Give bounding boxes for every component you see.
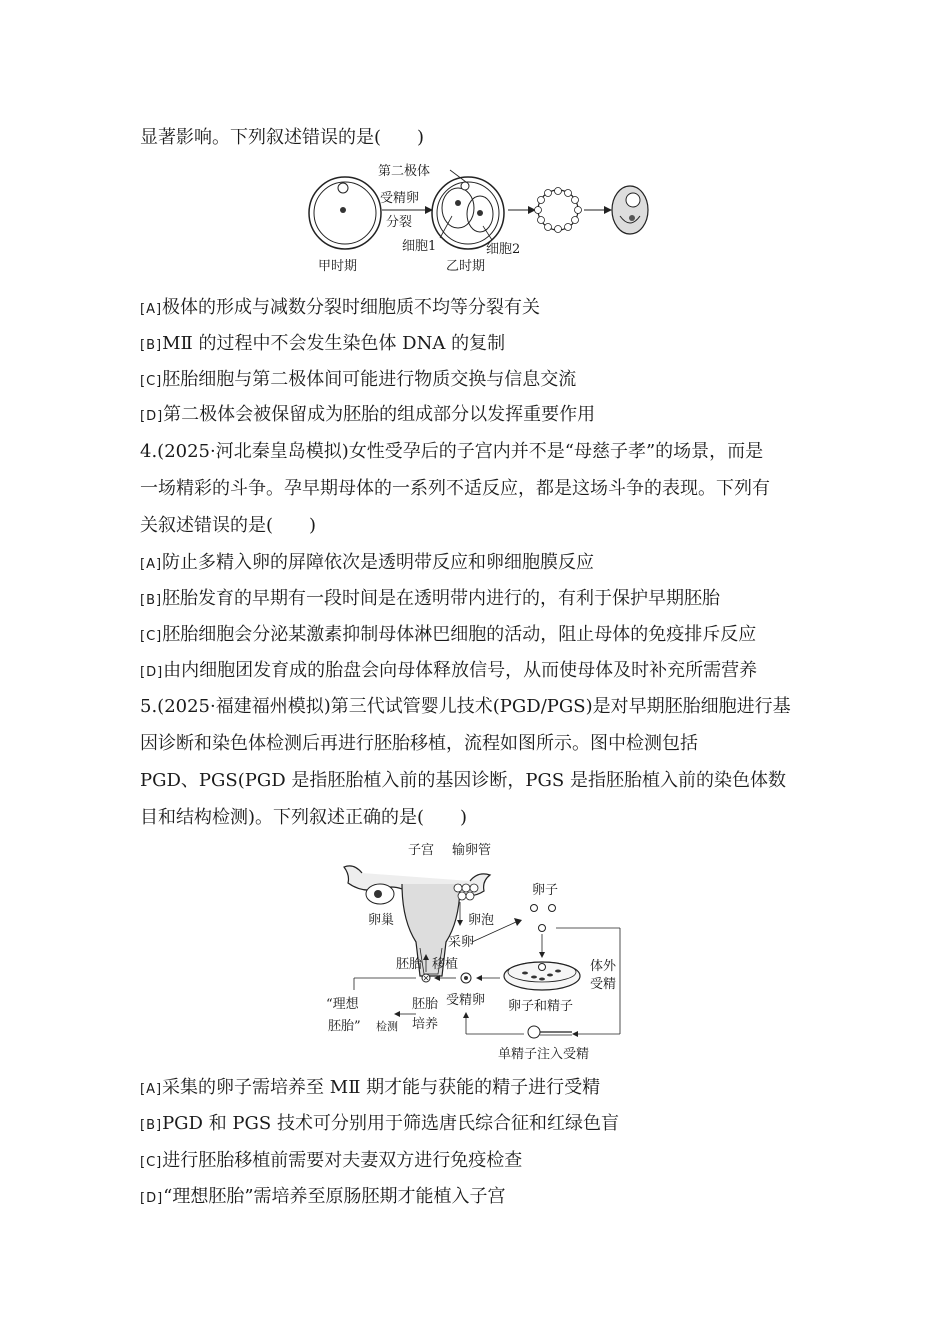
label-division: 分裂	[386, 215, 413, 230]
question-4-line-2: 一场精彩的斗争。孕早期母体的一系列不适反应，都是这场斗争的表现。下列有	[140, 478, 770, 499]
option-4a: [A]防止多精入卵的屏障依次是透明带反应和卵细胞膜反应	[140, 552, 595, 573]
option-3d: [D]第二极体会被保留成为胚胎的组成部分以发挥重要作用	[140, 404, 596, 425]
option-5d: [D]“理想胚胎”需培养至原肠胚期才能植入子宫	[140, 1186, 506, 1207]
question-5-line-2: 因诊断和染色体检测后再进行胚胎移植，流程如图所示。图中检测包括	[140, 733, 698, 754]
label-ideal-1: “理想	[326, 997, 359, 1012]
option-3c: [C]胚胎细胞与第二极体间可能进行物质交换与信息交流	[140, 369, 577, 390]
option-4b: [B]胚胎发育的早期有一段时间是在透明带内进行的，有利于保护早期胚胎	[140, 588, 721, 609]
question-5-line-3: PGD、PGS(PGD 是指胚胎植入前的基因诊断，PGS 是指胚胎植入前的染色体数	[140, 770, 786, 791]
question-5-line-1: 5.(2025·福建福州模拟)第三代试管婴儿技术(PGD/PGS)是对早期胚胎细胞进行基	[140, 696, 791, 717]
label-cell-2: 细胞2	[486, 242, 521, 257]
figure-ivf-flow	[320, 838, 640, 1068]
option-3a: [A]极体的形成与减数分裂时细胞质不均等分裂有关	[140, 297, 541, 318]
label-egg-collection: 采卵	[448, 935, 475, 950]
label-follicle: 卵泡	[468, 913, 495, 928]
label-zygote: 受精卵	[446, 993, 486, 1008]
label-uterus: 子宫	[408, 843, 435, 858]
label-culture-1: 胚胎	[412, 997, 439, 1012]
label-detect: 检测	[376, 1020, 398, 1033]
label-cell-1: 细胞1	[402, 239, 437, 254]
label-in-vitro-1: 体外	[590, 959, 617, 974]
question-4-line-1: 4.(2025·河北秦皇岛模拟)女性受孕后的子宫内并不是“母慈子孝”的场景，而是	[140, 441, 764, 462]
label-embryo: 胚胎	[396, 957, 423, 972]
option-4d: [D]由内细胞团发育成的胎盘会向母体释放信号，从而使母体及时补充所需营养	[140, 660, 758, 681]
label-transfer: 移植	[432, 957, 459, 972]
label-fertilized-egg: 受精卵	[380, 191, 420, 206]
label-ovary: 卵巢	[368, 913, 395, 928]
option-3b: [B]MⅡ 的过程中不会发生染色体 DNA 的复制	[140, 333, 506, 354]
option-5b: [B]PGD 和 PGS 技术可分别用于筛选唐氏综合征和红绿色盲	[140, 1113, 619, 1134]
label-egg-and-sperm: 卵子和精子	[508, 999, 574, 1014]
label-icsi: 单精子注入受精	[498, 1047, 590, 1062]
label-culture-2: 培养	[412, 1017, 439, 1032]
option-4c: [C]胚胎细胞会分泌某激素抑制母体淋巴细胞的活动，阻止母体的免疫排斥反应	[140, 624, 757, 645]
question-3-stem-end: 显著影响。下列叙述错误的是( )	[140, 127, 425, 148]
label-stage-yi: 乙时期	[446, 259, 486, 274]
label-ideal-2: 胚胎”	[328, 1019, 361, 1034]
option-5c: [C]进行胚胎移植前需要对夫妻双方进行免疫检查	[140, 1150, 523, 1171]
label-stage-jia: 甲时期	[318, 259, 358, 274]
label-second-polar-body: 第二极体	[378, 164, 431, 179]
label-egg: 卵子	[532, 883, 559, 898]
question-4-line-3: 关叙述错误的是( )	[140, 515, 317, 536]
figure-embryo-development	[300, 158, 660, 278]
label-oviduct: 输卵管	[452, 843, 492, 858]
label-in-vitro-2: 受精	[590, 977, 617, 992]
question-5-line-4: 目和结构检测)。下列叙述正确的是( )	[140, 807, 468, 828]
option-5a: [A]采集的卵子需培养至 MⅡ 期才能与获能的精子进行受精	[140, 1077, 601, 1098]
